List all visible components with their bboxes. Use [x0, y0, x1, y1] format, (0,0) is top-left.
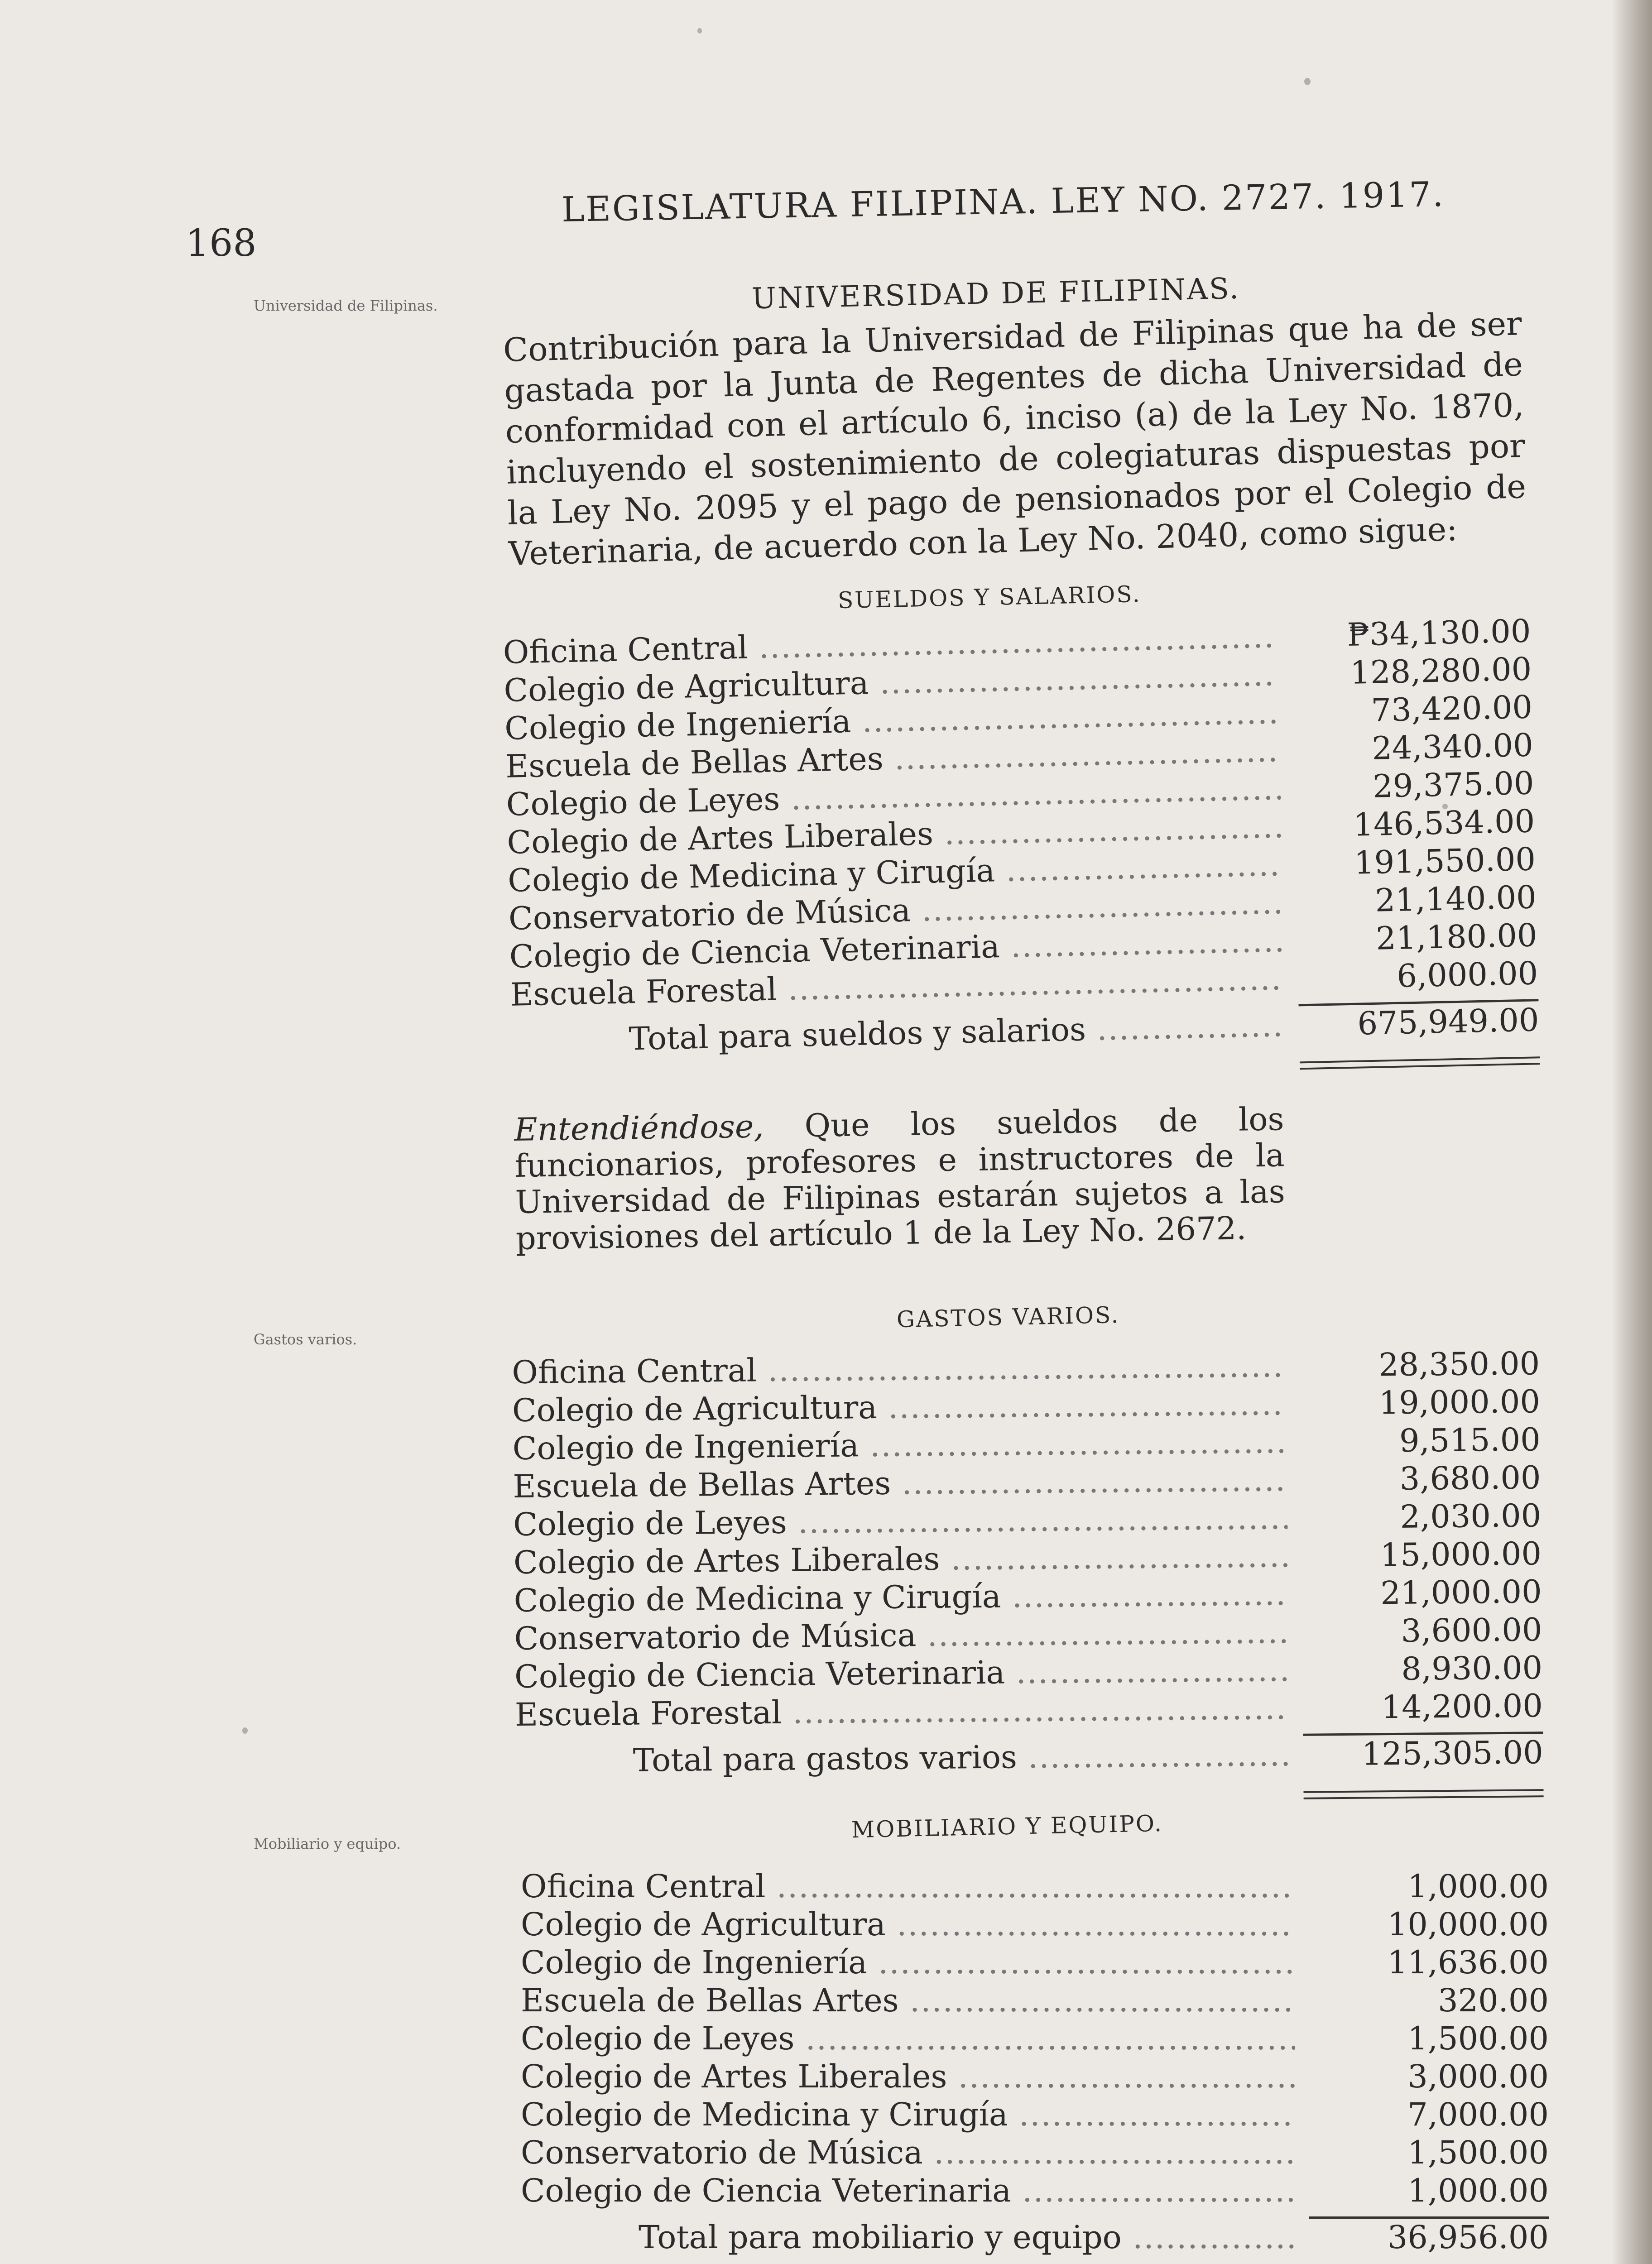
row-label: Colegio de Agricultura .....: [521, 1906, 1295, 1943]
row-amount: 3,600.00: [1401, 1611, 1542, 1650]
table-row: [521, 2020, 1549, 2058]
row-amount: 11,636.00: [1387, 1944, 1549, 1981]
page-number: 168: [186, 222, 257, 265]
row-label: Colegio de Agricultura .....: [504, 656, 1278, 709]
row-label: Colegio de Ingeniería .....: [512, 1423, 1287, 1467]
margin-note-universidad: Universidad de Filipinas.: [254, 297, 438, 314]
row-label: Colegio de Medicina y Cirugía .....: [514, 1575, 1288, 1619]
row-amount: 3,680.00: [1399, 1459, 1541, 1497]
table-row: [521, 2172, 1549, 2210]
row-label: Colegio de Ciencia Veterinaria .....: [514, 1651, 1289, 1695]
row-label: Colegio de Medicina y Cirugía .....: [521, 2096, 1295, 2133]
ink-spot: [242, 1727, 248, 1734]
table-row: [521, 1944, 1549, 1982]
row-label: Escuela Forestal .....: [515, 1689, 1290, 1733]
row-label: Colegio de Artes Liberales .....: [507, 808, 1282, 861]
row-amount: 146,534.00: [1353, 802, 1536, 844]
row-amount: 10,000.00: [1387, 1906, 1549, 1943]
row-amount: 7,000.00: [1407, 2096, 1549, 2133]
row-amount: 21,180.00: [1375, 916, 1538, 957]
row-amount: 1,000.00: [1407, 1868, 1549, 1905]
mobiliario-table: [521, 1868, 1549, 2264]
intro-paragraph: Contribución para la Universidad de Filipinas que ha de ser gastada por la Junta de Regentes de dicha Universidad de conformidad con el artículo 6, inciso (a) de la Ley No. 1870, incluyendo el sostenimiento de colegiaturas dispuestas por la Ley No. 2095 y el pago de pensionados por el Colegio de Veterinaria, de acuerdo con la Ley No. 2040, como sigue:: [503, 304, 1527, 573]
sueldos-title: SUELDOS Y SALARIOS.: [837, 580, 1142, 614]
row-amount: 19,000.00: [1378, 1383, 1541, 1422]
table-row: [521, 1868, 1549, 1906]
page-edge-shadow: [1611, 0, 1652, 2264]
row-amount: 29,375.00: [1372, 764, 1535, 805]
mobiliario-title: MOBILIARIO Y EQUIPO.: [851, 1810, 1163, 1843]
row-amount: 1,500.00: [1407, 2134, 1549, 2171]
sueldos-table: [503, 612, 1540, 1086]
table-row: [521, 2096, 1549, 2134]
total-row: [515, 1734, 1543, 1793]
row-amount: 21,000.00: [1380, 1573, 1542, 1612]
proviso-text: Que los sueldos de los funcionarios, profesores e instructores de la Universidad de Filipinas estarán sujetos a las provisiones del artículo 1 de la Ley No. 2672.: [514, 1100, 1286, 1257]
row-amount: 1,500.00: [1407, 2020, 1549, 2057]
row-label: Colegio de Leyes .....: [513, 1499, 1288, 1543]
proviso-paragraph: [514, 1101, 1286, 1257]
row-label: Escuela de Bellas Artes .....: [505, 732, 1280, 785]
row-amount: 21,140.00: [1374, 878, 1537, 919]
row-label: Conservatorio de Música .....: [514, 1613, 1289, 1657]
row-amount: 320.00: [1438, 1982, 1549, 2019]
row-label: Escuela Forestal .....: [510, 960, 1285, 1013]
row-amount: 73,420.00: [1370, 688, 1533, 729]
row-label: Colegio de Agricultura .....: [512, 1385, 1287, 1429]
row-label: Oficina Central .....: [503, 618, 1277, 671]
table-row: [521, 2134, 1549, 2172]
row-label: Colegio de Artes Liberales .....: [521, 2058, 1295, 2095]
row-amount: 9,515.00: [1399, 1421, 1541, 1459]
row-amount: 1,000.00: [1407, 2172, 1549, 2209]
total-double-rule: [1303, 1789, 1543, 1799]
margin-note-mobiliario: Mobiliario y equipo.: [254, 1835, 401, 1852]
total-label: Total para sueldos y salarios .....: [629, 1007, 1286, 1057]
gastos-table: [512, 1345, 1544, 1806]
row-label: Escuela de Bellas Artes .....: [513, 1461, 1287, 1505]
row-label: Colegio de Ciencia Veterinaria .....: [521, 2172, 1295, 2209]
row-amount: 6,000.00: [1396, 955, 1539, 995]
row-amount: 28,350.00: [1378, 1345, 1540, 1384]
row-amount: 8,930.00: [1401, 1649, 1543, 1688]
proviso-lead: Entendiéndose,: [514, 1108, 764, 1148]
total-double-rule: [1300, 1056, 1540, 1070]
row-amount: 128,280.00: [1349, 650, 1532, 691]
row-amount: 2,030.00: [1400, 1497, 1542, 1535]
row-label: Colegio de Ciencia Veterinaria .....: [509, 922, 1284, 975]
row-label: Colegio de Leyes .....: [521, 2020, 1295, 2057]
total-row: [521, 2219, 1549, 2264]
row-label: Conservatorio de Música .....: [508, 884, 1283, 937]
table-row: [521, 1982, 1549, 2020]
row-amount: 3,000.00: [1407, 2058, 1549, 2095]
row-label: Escuela de Bellas Artes .....: [521, 1982, 1295, 2019]
running-head: LEGISLATURA FILIPINA. LEY NO. 2727. 1917.: [561, 173, 1445, 230]
total-label: Total para mobiliario y equipo .....: [639, 2219, 1295, 2256]
total-amount: 125,305.00: [1361, 1734, 1544, 1773]
row-amount: 14,200.00: [1381, 1687, 1543, 1726]
total-amount: 675,949.00: [1357, 1001, 1540, 1042]
row-label: Colegio de Medicina y Cirugía .....: [508, 846, 1282, 899]
row-label: Oficina Central .....: [521, 1868, 1295, 1905]
row-label: Colegio de Leyes .....: [506, 770, 1281, 823]
total-label: Total para gastos varios .....: [633, 1736, 1290, 1779]
row-amount: ₱34,130.00: [1346, 612, 1532, 653]
section-title: UNIVERSIDAD DE FILIPINAS.: [751, 272, 1240, 316]
row-label: Conservatorio de Música .....: [521, 2134, 1295, 2171]
margin-note-gastos: Gastos varios.: [254, 1331, 357, 1348]
ink-spot: [1304, 78, 1311, 85]
ink-spot: [697, 28, 702, 34]
row-amount: 191,550.00: [1354, 840, 1536, 882]
table-row: [521, 1906, 1549, 1944]
row-amount: 24,340.00: [1371, 726, 1534, 767]
table-row: [521, 2058, 1549, 2096]
total-amount: 36,956.00: [1387, 2219, 1549, 2256]
gastos-title: GASTOS VARIOS.: [896, 1301, 1120, 1333]
row-amount: 15,000.00: [1380, 1535, 1542, 1574]
row-label: Colegio de Ingeniería .....: [504, 694, 1279, 747]
row-label: Colegio de Ingeniería .....: [521, 1944, 1295, 1981]
row-label: Oficina Central .....: [512, 1347, 1287, 1391]
row-label: Colegio de Artes Liberales .....: [514, 1537, 1288, 1581]
